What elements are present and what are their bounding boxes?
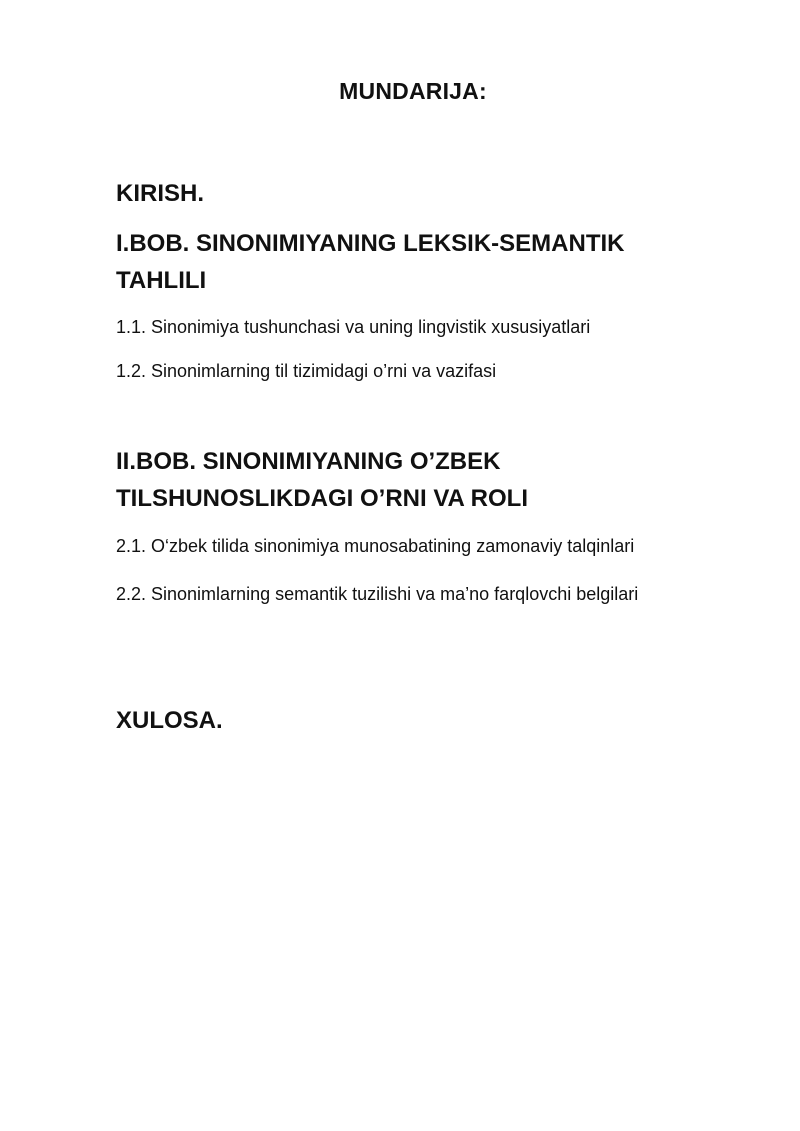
section-2-1: 2.1. O‘zbek tilida sinonimiya munosabatining zamonaviy talqinlari [116, 536, 635, 556]
intro-heading: KIRISH. [116, 180, 205, 207]
section-1-2: 1.2. Sinonimlarning til tizimidagi o’rni va vazifasi [116, 361, 497, 381]
chapter2-heading [116, 443, 766, 517]
chapter1-heading [116, 225, 766, 299]
chapter1-heading-line2: TAHLILI [116, 267, 207, 294]
chapter2-heading-line1: II.BOB. SINONIMIYANING O’ZBEK [116, 448, 501, 475]
page-title: MUNDARIJA: [339, 78, 487, 104]
chapter2-heading-line2: TILSHUNOSLIKDAGI O’RNI VA ROLI [116, 485, 528, 512]
conclusion-heading: XULOSA. [116, 707, 223, 734]
section-2-2: 2.2. Sinonimlarning semantik tuzilishi va ma’no farqlovchi belgilari [116, 584, 639, 604]
section-1-1: 1.1. Sinonimiya tushunchasi va uning lingvistik xususiyatlari [116, 317, 591, 337]
chapter1-heading-line1: I.BOB. SINONIMIYANING LEKSIK-SEMANTIK [116, 230, 625, 257]
